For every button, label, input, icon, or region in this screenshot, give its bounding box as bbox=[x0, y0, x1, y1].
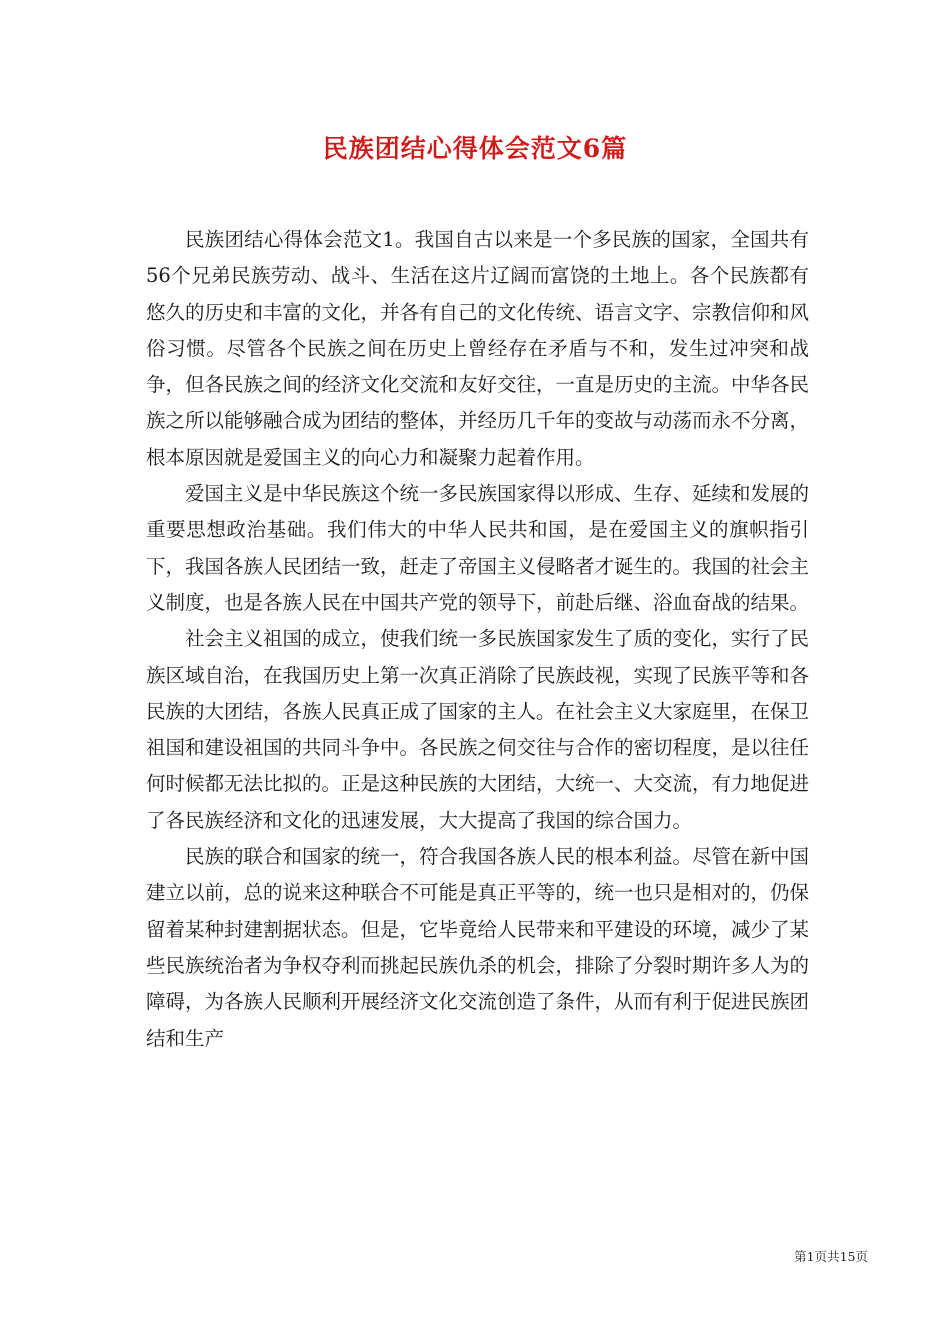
paragraph: 社会主义祖国的成立，使我们统一多民族国家发生了质的变化，实行了民族区域自治，在我国历史上第一次真正消除了民族歧视，实现了民族平等和各民族的大团结，各族人民真正成了国家的主人。在社会主义大家庭里，在保卫祖国和建设祖国的共同斗争中。各民族之伺交往与合作的密切程度，是以往任何时候都无法比拟的。正是这种民族的大团结，大统一、大交流，有力地促进了各民族经济和文化的迅速发展，大大提高了我国的综合国力。 bbox=[146, 627, 810, 832]
paragraph: 民族团结心得体会范文1。我国自古以来是一个多民族的国家，全国共有56个兄弟民族劳动、战斗、生活在这片辽阔而富饶的土地上。各个民族都有悠久的历史和丰富的文化，并各有自己的文化传统、语言文字、宗教信仰和风俗习惯。尽管各个民族之间在历史上曾经存在矛盾与不和，发生过冲突和战争，但各民族之间的经济文化交流和友好交往，一直是历史的主流。中华各民族之所以能够融合成为团结的整体，并经历几千年的变故与动荡而永不分离，根本原因就是爱国主义的向心力和凝聚力起着作用。 bbox=[146, 228, 810, 469]
page-number-footer: 第1页共15页 bbox=[794, 1249, 868, 1264]
document-body bbox=[146, 222, 809, 1057]
paragraph: 民族的联合和国家的统一，符合我国各族人民的根本利益。尽管在新中国建立以前，总的说来这种联合不可能是真正平等的，统一也只是相对的，仍保留着某种封建割据状态。但是，它毕竟给人民带来和平建设的环境，减少了某些民族统治者为争权夺利而挑起民族仇杀的机会，排除了分裂时期许多人为的障碍，为各族人民顺利开展经济文化交流创造了条件，从而有利于促进民族团结和生产 bbox=[146, 845, 810, 1050]
paragraph: 爱国主义是中华民族这个统一多民族国家得以形成、生存、延续和发展的重要思想政治基础。我们伟大的中华人民共和国，是在爱国主义的旗帜指引下，我国各族人民团结一致，赶走了帝国主义侵略者才诞生的。我国的社会主义制度，也是各族人民在中国共产党的领导下，前赴后继、浴血奋战的结果。 bbox=[146, 482, 810, 614]
document-title: 民族团结心得体会范文6篇 bbox=[322, 134, 628, 163]
